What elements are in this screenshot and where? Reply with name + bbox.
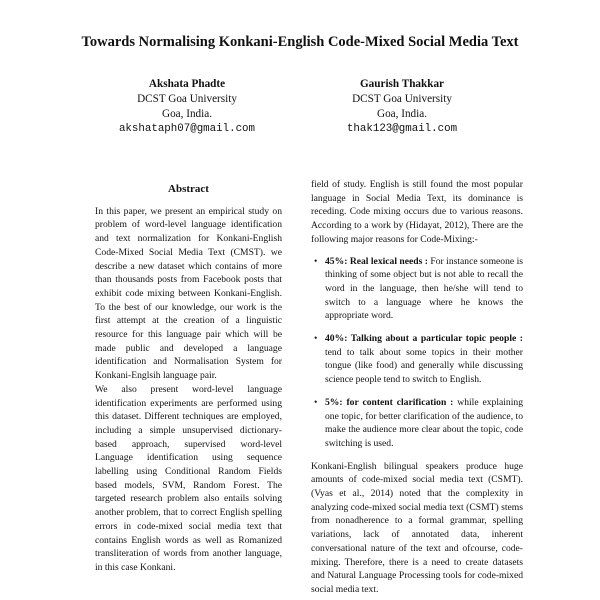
intro-paragraph: field of study. English is still found the most popular language in Social Media Text, its dominance is receding. Code mixing occurs due to various reasons. According to a work by (Hidayat, 2012), There are the following major reasons for Code-Mixing:- — [311, 179, 523, 245]
left-column — [95, 183, 282, 575]
abstract-heading: Abstract — [168, 183, 209, 195]
author-affiliation: DCST Goa University — [137, 93, 237, 105]
list-item-text: while explaining one topic, for better clarification of the audience, to make the audience more clear about the topic, code switching is used. — [325, 396, 523, 449]
list-item-text: tend to talk about some topics in their mother tongue (like food) and generally while discussing science people tend to switch to English. — [325, 346, 523, 386]
list-item-label: 40%: Talking about a particular topic people : — [325, 333, 523, 345]
list-item — [311, 255, 523, 324]
author-email[interactable]: thak123@gmail.com — [346, 123, 458, 135]
abstract-paragraph: We also present word-level language identification experiments are performed using this dataset. Different techniques are employed, including a simple unsupervised dictionary-based approach, supervised word-level Language identification using sequence labelling using Conditional Random Fields based models, SVM, Random Forest. The targeted research problem also entails solving another problem, that to correct English spelling errors in code-mixed social media text that contains English words as well as Romanized transliteration of words from another language, in this case Konkani. — [95, 383, 282, 573]
list-item-text: For instance someone is thinking of some object but is not able to recall the word in the language, then he/she will tend to switch to a language where he knows the appropriate word. — [325, 255, 523, 322]
author-name: Akshata Phadte — [148, 78, 226, 90]
author-location: Goa, India. — [376, 108, 428, 120]
list-item-label: 45%: Real lexical needs : — [325, 255, 428, 267]
bullet-icon: • — [314, 255, 318, 267]
abstract-paragraph: In this paper, we present an empirical study on problem of word-level language identification and text normalization for Konkani-English Code-Mixed Social Media Text (CMST). we describe a new dataset which contains of more than thousands posts from Facebook posts that exhibit code mixing between Konkani-English. To the best of our knowledge, our work is the first attempt at the creation of a linguistic resource for this language pair which will be made public and developed a language identification and Normalisation System for Konkani-Englsih language pair. — [95, 205, 282, 382]
right-column — [311, 178, 523, 597]
author-name: Gaurish Thakkar — [359, 78, 445, 90]
author-location: Goa, India. — [161, 108, 213, 120]
list-item-label: 5%: for content clarification : — [325, 396, 454, 408]
author-affiliation: DCST Goa University — [352, 93, 452, 105]
reasons-list — [311, 255, 523, 451]
body-paragraph: Konkani-English bilingual speakers produce huge amounts of code-mixed social media text (CSMT). (Vyas et al., 2014) noted that the complexity in analyzing code-mixed social media text (CSMT) stems from nonadherence to a formal grammar, spelling variations, lack of annotated data, inherent conversational nature of the text and ofcourse, code-mixing. Therefore, there is a need to create datasets and Natural Language Processing tools for code-mixed social media text. — [311, 460, 523, 595]
list-item — [311, 396, 523, 451]
paper-title: Towards Normalising Konkani-English Code-Mixed Social Media Text — [81, 34, 519, 50]
author-block-2 — [292, 77, 512, 137]
bullet-icon: • — [314, 333, 318, 345]
author-email[interactable]: akshataph07@gmail.com — [118, 123, 256, 135]
bullet-icon: • — [314, 396, 318, 408]
author-block-1 — [77, 77, 297, 137]
list-item — [311, 332, 523, 387]
